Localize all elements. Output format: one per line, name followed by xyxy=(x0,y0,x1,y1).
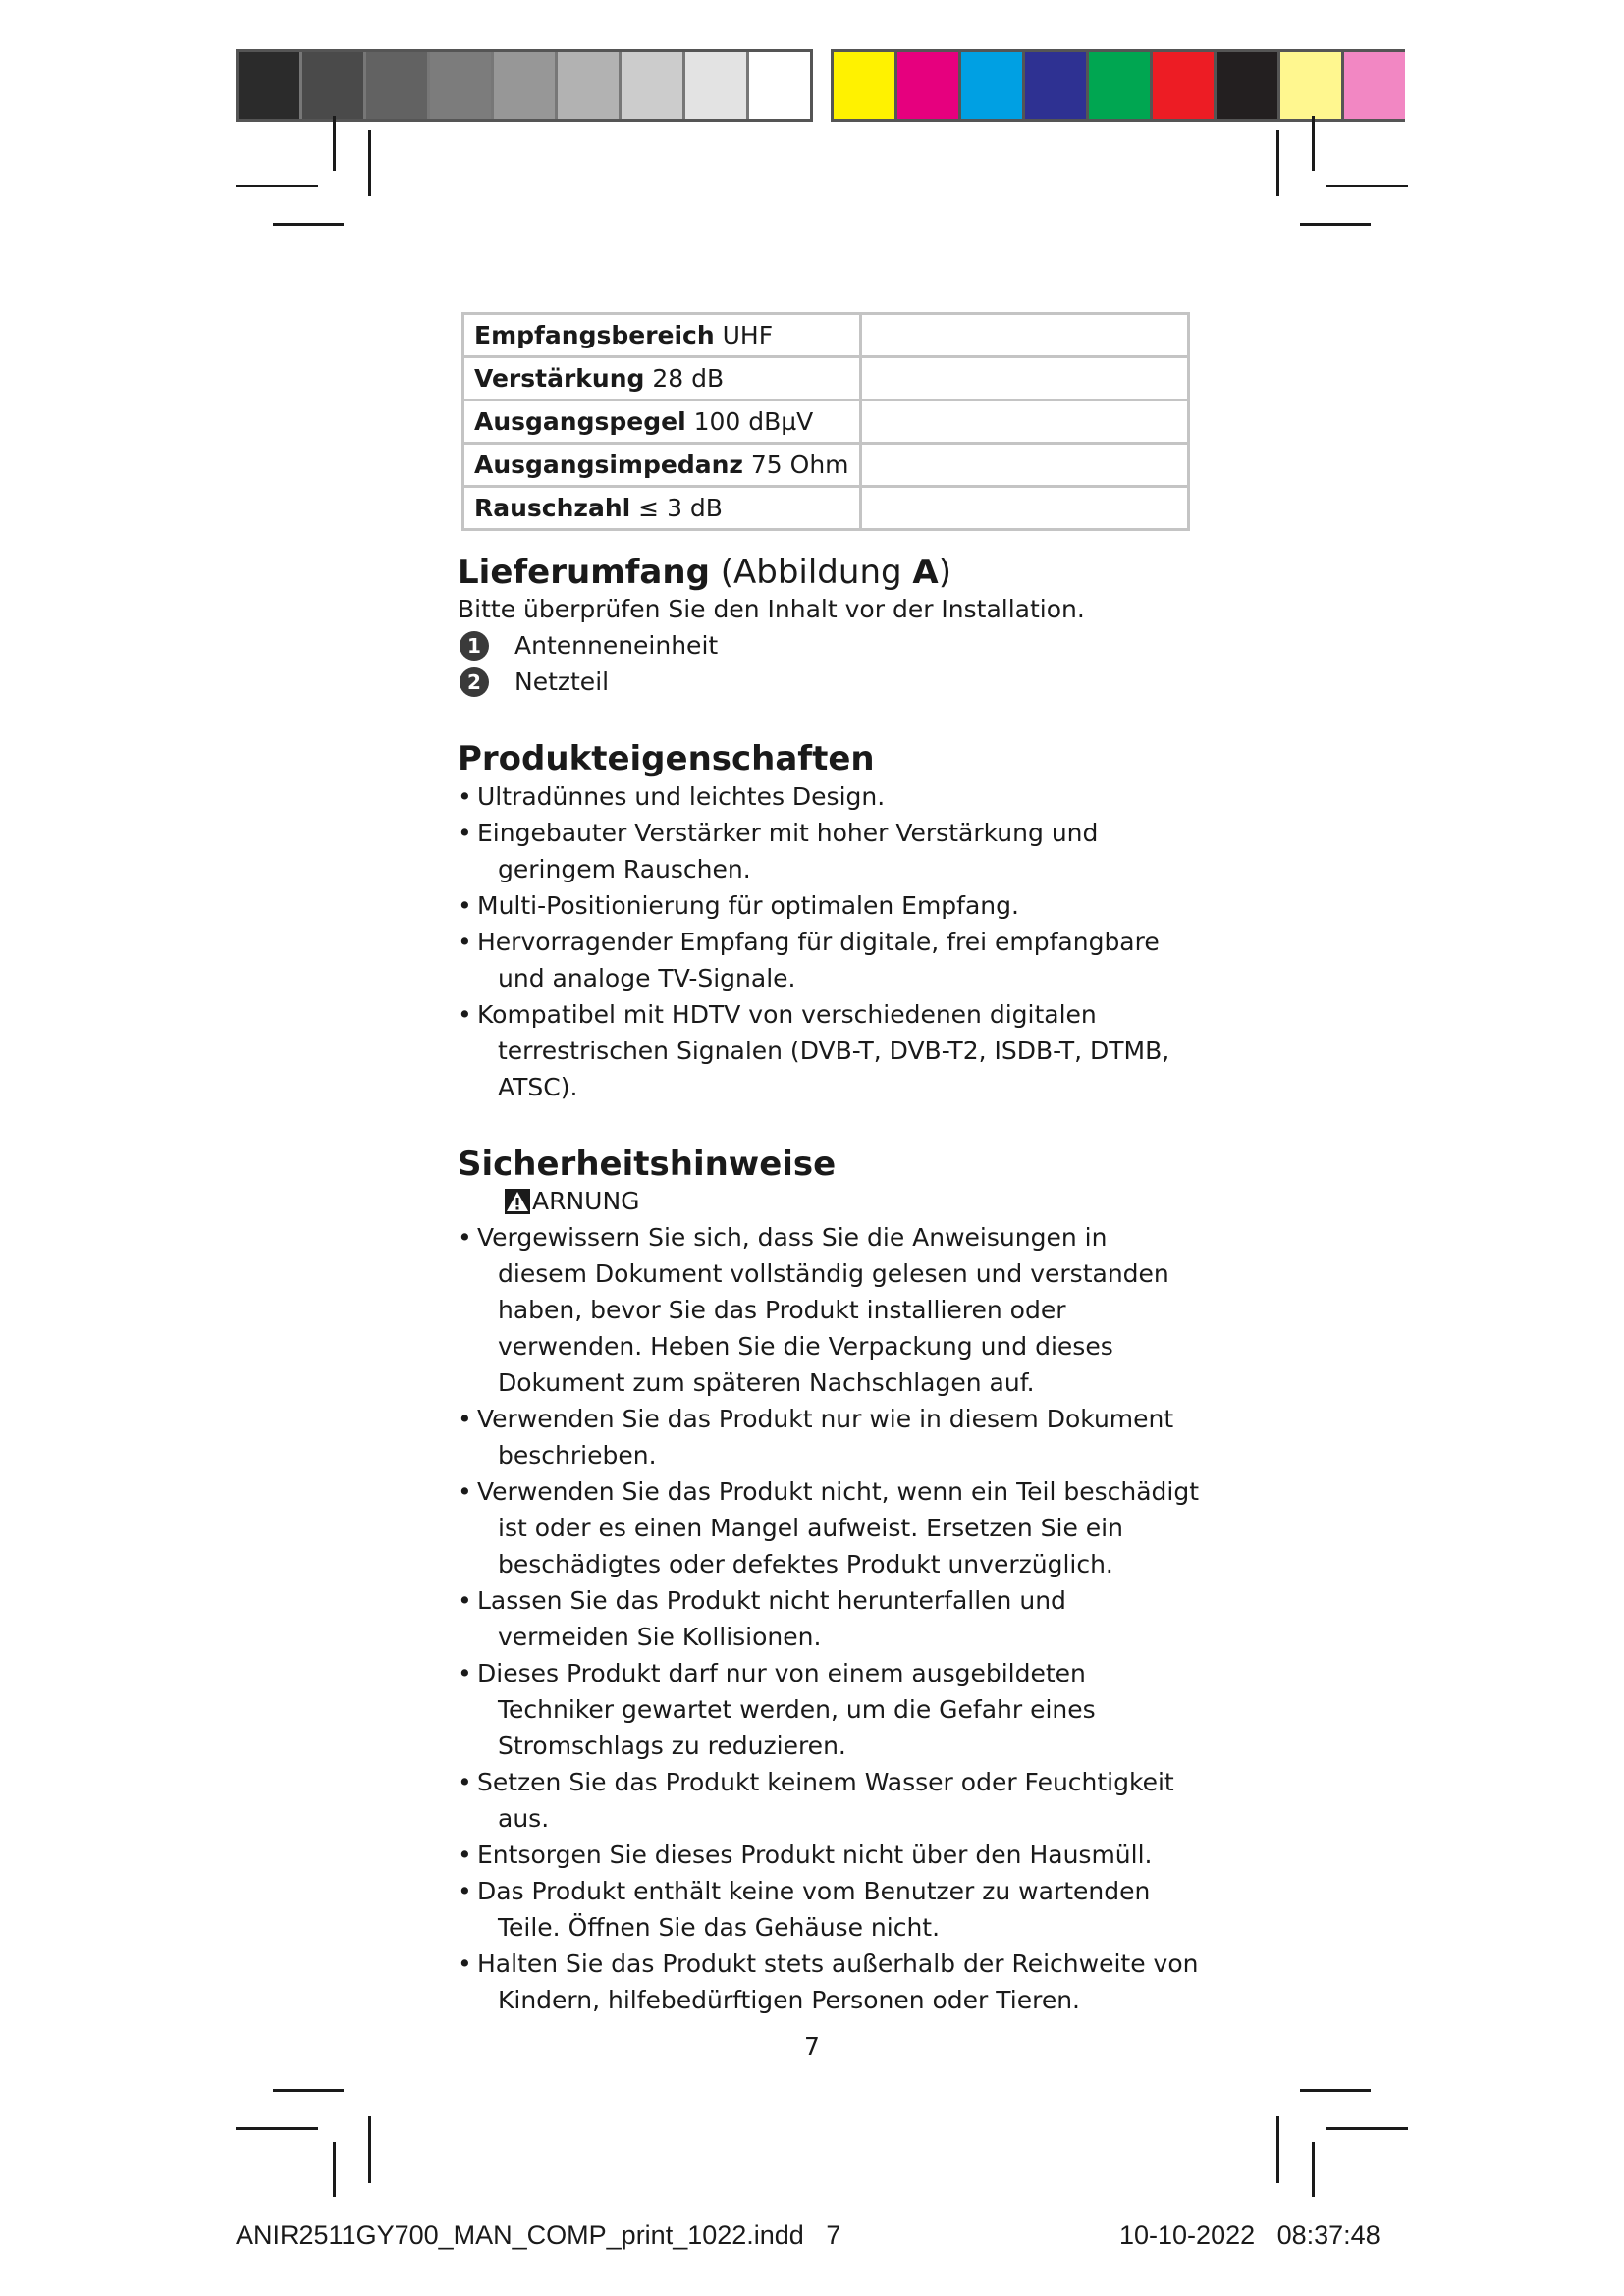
safety-item: • Verwenden Sie das Produkt nicht, wenn ein Teil beschädigt ist oder es einen Mangel aufweist. Ersetzen Sie ein beschädigtes oder defektes Produkt unverzüglich. xyxy=(458,1473,1204,1582)
safety-item: • Vergewissern Sie sich, dass Sie die Anweisungen in diesem Dokument vollständig gelesen und verstanden haben, bevor Sie das Produkt installieren oder verwenden. Heben Sie die Verpackung und dieses Dokument zum späteren Nachschlagen auf. xyxy=(458,1219,1204,1401)
spec-value: 28 dB xyxy=(652,364,725,393)
color-swatch xyxy=(961,52,1025,119)
section-produkteigenschaften xyxy=(458,739,1204,1105)
crop-mark xyxy=(1300,223,1371,226)
feature-item: • Multi-Positionierung für optimalen Empfang. xyxy=(458,887,1204,924)
color-swatch xyxy=(834,52,897,119)
crop-mark xyxy=(1276,130,1279,196)
gray-swatch xyxy=(366,52,430,119)
safety-item: • Dieses Produkt darf nur von einem ausgebildeten Techniker gewartet werden, um die Gefahr eines Stromschlags zu reduzieren. xyxy=(458,1655,1204,1764)
document-content xyxy=(458,312,1204,2018)
spec-cell xyxy=(463,444,861,487)
contents-item-text: Antenneneinheit xyxy=(514,631,719,660)
safety-item: • Das Produkt enthält keine vom Benutzer zu wartenden Teile. Öffnen Sie das Gehäuse nicht. xyxy=(458,1873,1204,1946)
spec-table xyxy=(461,312,1190,531)
color-bar xyxy=(831,49,1405,122)
spec-empty-cell xyxy=(860,357,1188,400)
spec-label: Empfangsbereich xyxy=(474,321,715,349)
crop-mark xyxy=(333,116,336,171)
color-swatch xyxy=(1344,52,1405,119)
color-swatch xyxy=(1153,52,1217,119)
crop-mark xyxy=(333,2142,336,2197)
spec-empty-cell xyxy=(860,400,1188,444)
color-swatch xyxy=(1025,52,1089,119)
spec-cell xyxy=(463,314,861,357)
feature-item: • Kompatibel mit HDTV von verschiedenen digitalen terrestrischen Signalen (DVB-T, DVB-T2, ISDB-T, DTMB, ATSC). xyxy=(458,996,1204,1105)
safety-item: • Lassen Sie das Produkt nicht herunterfallen und vermeiden Sie Kollisionen. xyxy=(458,1582,1204,1655)
color-swatch xyxy=(1217,52,1280,119)
gray-swatch xyxy=(685,52,749,119)
spec-cell xyxy=(463,357,861,400)
footer-timestamp: 10-10-2022 08:37:48 xyxy=(1119,2220,1380,2250)
intro-text: Bitte überprüfen Sie den Inhalt vor der Installation. xyxy=(458,595,1085,623)
crop-mark xyxy=(236,185,318,187)
warning-text: ARNUNG xyxy=(532,1187,640,1215)
section-title: Produkteigenschaften xyxy=(458,739,875,778)
section-title: Lieferumfang (Abbildung A) xyxy=(458,553,951,592)
grayscale-bar xyxy=(236,49,813,122)
gray-swatch xyxy=(239,52,302,119)
spec-value: 100 dBµV xyxy=(693,407,814,436)
crop-mark xyxy=(1276,2116,1279,2183)
gray-swatch xyxy=(430,52,494,119)
feature-item: • Eingebauter Verstärker mit hoher Verstärkung und geringem Rauschen. xyxy=(458,815,1204,887)
safety-list xyxy=(458,1219,1204,2018)
crop-mark xyxy=(368,130,371,196)
color-swatch xyxy=(1280,52,1344,119)
section-sicherheitshinweise xyxy=(458,1145,1204,2018)
spec-label: Verstärkung xyxy=(474,364,645,393)
safety-item: • Entsorgen Sie dieses Produkt nicht über den Hausmüll. xyxy=(458,1837,1204,1873)
gray-swatch xyxy=(749,52,810,119)
contents-item xyxy=(458,664,1204,700)
gray-swatch xyxy=(558,52,622,119)
spec-value: UHF xyxy=(722,321,774,349)
safety-item: • Halten Sie das Produkt stets außerhalb der Reichweite von Kindern, hilfebedürftigen Personen oder Tieren. xyxy=(458,1946,1204,2018)
spec-empty-cell xyxy=(860,444,1188,487)
crop-mark xyxy=(273,223,344,226)
features-list xyxy=(458,778,1204,1105)
spec-row xyxy=(463,444,1189,487)
feature-item: • Hervorragender Empfang für digitale, frei empfangbare und analoge TV-Signale. xyxy=(458,924,1204,996)
contents-item-text: Netzteil xyxy=(514,667,610,696)
crop-mark xyxy=(1300,2089,1371,2092)
spec-label: Rauschzahl xyxy=(474,494,631,522)
crop-mark xyxy=(236,2127,318,2130)
spec-row xyxy=(463,400,1189,444)
number-badge: 2 xyxy=(460,667,489,697)
crop-mark xyxy=(1312,116,1315,171)
contents-list xyxy=(458,627,1204,700)
warning-triangle-icon xyxy=(505,1189,530,1214)
gray-swatch xyxy=(622,52,685,119)
spec-value: ≤ 3 dB xyxy=(638,494,723,522)
crop-mark xyxy=(1326,2127,1408,2130)
spec-empty-cell xyxy=(860,314,1188,357)
feature-item: • Ultradünnes und leichtes Design. xyxy=(458,778,1204,815)
footer-filename: ANIR2511GY700_MAN_COMP_print_1022.indd 7 xyxy=(236,2220,841,2250)
crop-mark xyxy=(1326,185,1408,187)
crop-mark xyxy=(1312,2142,1315,2197)
color-swatch xyxy=(897,52,961,119)
spec-row xyxy=(463,357,1189,400)
warning-label xyxy=(505,1184,1204,1219)
page-number: 7 xyxy=(804,2032,820,2060)
spec-value: 75 Ohm xyxy=(750,451,849,479)
color-swatch xyxy=(1089,52,1153,119)
spec-label: Ausgangspegel xyxy=(474,407,686,436)
safety-item: • Verwenden Sie das Produkt nur wie in diesem Dokument beschrieben. xyxy=(458,1401,1204,1473)
gray-swatch xyxy=(302,52,366,119)
spec-empty-cell xyxy=(860,487,1188,530)
spec-label: Ausgangsimpedanz xyxy=(474,451,743,479)
gray-swatch xyxy=(494,52,558,119)
section-title: Sicherheitshinweise xyxy=(458,1145,837,1184)
safety-item: • Setzen Sie das Produkt keinem Wasser oder Feuchtigkeit aus. xyxy=(458,1764,1204,1837)
contents-item xyxy=(458,627,1204,664)
spec-row xyxy=(463,314,1189,357)
spec-cell xyxy=(463,400,861,444)
spec-row xyxy=(463,487,1189,530)
section-lieferumfang xyxy=(458,553,1204,700)
number-badge: 1 xyxy=(460,631,489,661)
crop-mark xyxy=(273,2089,344,2092)
spec-cell xyxy=(463,487,861,530)
crop-mark xyxy=(368,2116,371,2183)
